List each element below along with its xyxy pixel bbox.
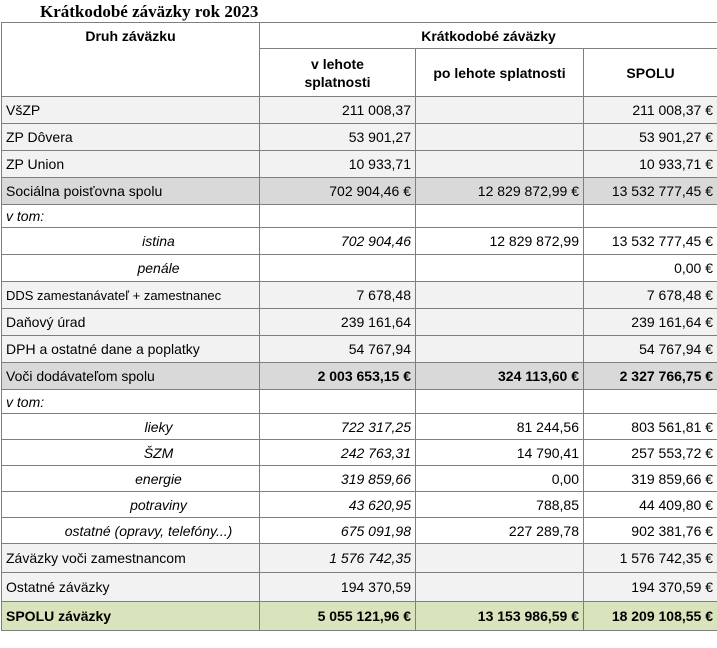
row-total: 1 576 742,35 € [584,544,717,573]
row-due: 242 763,31 [260,440,416,466]
row-due: 53 901,27 [260,124,416,151]
row-label: VšZP [2,97,260,124]
row-total: 803 561,81 € [584,414,717,440]
row-label: Voči dodávateľom spolu [2,363,260,390]
row-due [260,205,416,228]
row-total: 211 008,37 € [584,97,717,124]
row-overdue [416,309,584,336]
row-overdue: 324 113,60 € [416,363,584,390]
row-label: ŠZM [2,440,260,466]
row-total: 902 381,76 € [584,518,717,544]
row-overdue [416,255,584,282]
row-overdue: 788,85 [416,492,584,518]
row-due: 1 576 742,35 [260,544,416,573]
row-due: 7 678,48 [260,282,416,309]
header-total: SPOLU [584,49,717,97]
row-overdue [416,282,584,309]
row-total: 44 409,80 € [584,492,717,518]
row-overdue [416,573,584,602]
row-due: 54 767,94 [260,336,416,363]
row-total: 2 327 766,75 € [584,363,717,390]
row-total [584,205,717,228]
row-overdue [416,390,584,414]
row-total: 239 161,64 € [584,309,717,336]
grand-total-due: 5 055 121,96 € [260,602,416,631]
row-overdue [416,151,584,178]
row-label: lieky [2,414,260,440]
row-overdue: 0,00 [416,466,584,492]
grand-total-label: SPOLU záväzky [2,602,260,631]
row-overdue [416,205,584,228]
row-due [260,390,416,414]
row-label: v tom: [2,390,260,414]
row-due: 2 003 653,15 € [260,363,416,390]
row-total: 54 767,94 € [584,336,717,363]
header-type: Druh záväzku [2,23,260,97]
row-label: penále [2,255,260,282]
row-label: DDS zamestanávateľ + zamestnanec [2,282,260,309]
row-label: Daňový úrad [2,309,260,336]
row-total: 319 859,66 € [584,466,717,492]
row-total: 257 553,72 € [584,440,717,466]
row-label: ZP Union [2,151,260,178]
row-due: 675 091,98 [260,518,416,544]
row-due: 319 859,66 [260,466,416,492]
row-overdue [416,97,584,124]
grand-total: 18 209 108,55 € [584,602,717,631]
row-label: Sociálna poisťovna spolu [2,178,260,205]
row-label: potraviny [2,492,260,518]
row-overdue: 14 790,41 [416,440,584,466]
row-total: 7 678,48 € [584,282,717,309]
liabilities-table [1,22,717,631]
row-label: ostatné (opravy, telefóny...) [2,518,260,544]
row-overdue: 227 289,78 [416,518,584,544]
row-due: 722 317,25 [260,414,416,440]
row-due [260,255,416,282]
row-total: 13 532 777,45 € [584,178,717,205]
row-total: 0,00 € [584,255,717,282]
row-overdue: 81 244,56 [416,414,584,440]
row-label: energie [2,466,260,492]
header-due: v lehote splatnosti [260,49,416,97]
row-overdue [416,124,584,151]
row-total: 53 901,27 € [584,124,717,151]
row-label: istina [2,228,260,255]
page-title: Krátkodobé záväzky rok 2023 [40,2,259,21]
row-overdue: 12 829 872,99 [416,228,584,255]
row-total: 13 532 777,45 € [584,228,717,255]
row-label: Záväzky voči zamestnancom [2,544,260,573]
row-label: Ostatné záväzky [2,573,260,602]
row-due: 239 161,64 [260,309,416,336]
row-due: 702 904,46 € [260,178,416,205]
row-due: 10 933,71 [260,151,416,178]
header-overdue: po lehote splatnosti [416,49,584,97]
grand-total-overdue: 13 153 986,59 € [416,602,584,631]
row-label: v tom: [2,205,260,228]
row-due: 702 904,46 [260,228,416,255]
row-due: 211 008,37 [260,97,416,124]
row-overdue [416,336,584,363]
row-label: DPH a ostatné dane a poplatky [2,336,260,363]
header-group: Krátkodobé záväzky [260,23,717,49]
row-total: 10 933,71 € [584,151,717,178]
row-due: 43 620,95 [260,492,416,518]
row-overdue: 12 829 872,99 € [416,178,584,205]
row-due: 194 370,59 [260,573,416,602]
row-total [584,390,717,414]
row-total: 194 370,59 € [584,573,717,602]
row-overdue [416,544,584,573]
row-label: ZP Dôvera [2,124,260,151]
